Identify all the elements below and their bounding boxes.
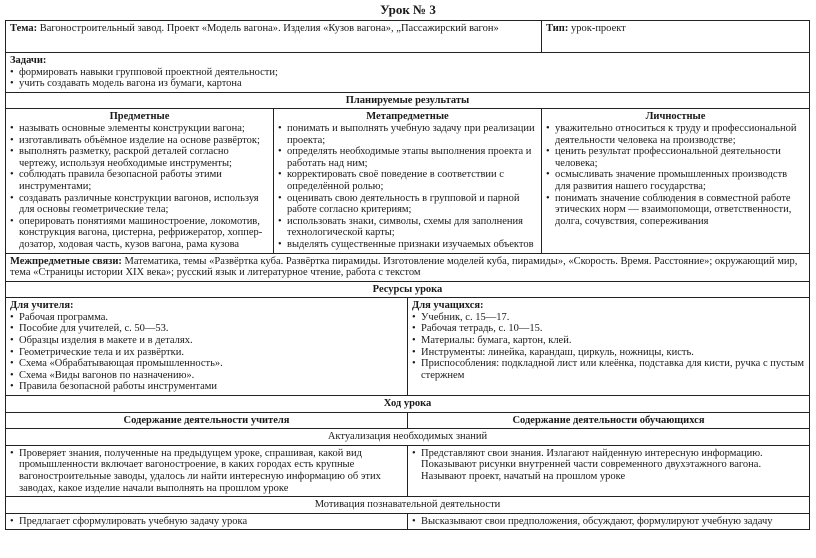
subject-result-item: • называть основные элементы конструкции вагона; bbox=[10, 123, 269, 135]
subject-result-item: • оперировать понятиями машиностроение, локомотив, конструкция вагона, цистерна, рефрижератор, хоппер-дозатор, ходовая часть, кузов вагона, рама кузова bbox=[10, 216, 269, 251]
meta-result-item: • оценивать свою деятельность в групповой и парной работе согласно критериям; bbox=[278, 193, 537, 216]
student-resource-item: • Приспособления: подкладной лист или клеёнка, подставка для кисти, ручка с пустым стержнем bbox=[412, 358, 805, 381]
resources-title: Ресурсы урока bbox=[6, 281, 810, 298]
teacher-resources-cell bbox=[6, 298, 408, 396]
lesson-flow-header-row bbox=[6, 396, 810, 413]
interdisciplinary-label: Межпредметные связи: bbox=[10, 255, 122, 267]
teacher-resource-item: • Рабочая программа. bbox=[10, 312, 403, 324]
student-resources-cell bbox=[408, 298, 810, 396]
meta-results-title: Метапредметные bbox=[366, 111, 449, 123]
meta-result-item: • определять необходимые этапы выполнения проекта и работать над ним; bbox=[278, 146, 537, 169]
tasks-label: Задачи: bbox=[10, 55, 47, 66]
topic-cell bbox=[6, 21, 542, 53]
task-item: • формировать навыки групповой проектной деятельности; bbox=[10, 67, 805, 79]
student-resource-item: • Учебник, с. 15—17. bbox=[412, 312, 805, 324]
stage-row bbox=[6, 445, 810, 496]
lesson-flow-title: Ход урока bbox=[6, 396, 810, 413]
planned-results-title: Планируемые результаты bbox=[6, 92, 810, 109]
student-activity-item: • Высказывают свои предположения, обсуждают, формулируют учебную задачу bbox=[412, 516, 805, 528]
task-item: • учить создавать модель вагона из бумаги, картона bbox=[10, 78, 805, 90]
student-resource-item: • Материалы: бумага, картон, клей. bbox=[412, 335, 805, 347]
teacher-resource-item: • Схема «Виды вагонов по назначению». bbox=[10, 370, 403, 382]
teacher-resource-item: • Правила безопасной работы инструментами bbox=[10, 381, 403, 393]
personal-results-list bbox=[546, 123, 805, 227]
teacher-activity-item: • Предлагает сформулировать учебную задачу урока bbox=[10, 516, 403, 528]
teacher-resource-item: • Геометрические тела и их развёртки. bbox=[10, 347, 403, 359]
meta-results-cell bbox=[274, 109, 542, 253]
teacher-activity-cell bbox=[6, 513, 408, 530]
meta-result-item: • выделять существенные признаки изучаемых объектов bbox=[278, 239, 537, 251]
interdisciplinary-row bbox=[6, 253, 810, 281]
resources-header-row bbox=[6, 281, 810, 298]
personal-results-title: Личностные bbox=[645, 111, 706, 123]
meta-result-item: • использовать знаки, символы, схемы для заполнения технологической карты; bbox=[278, 216, 537, 239]
subject-results-list bbox=[10, 123, 269, 251]
stage-title: Актуализация необходимых знаний bbox=[6, 429, 810, 446]
resources-row bbox=[6, 298, 810, 396]
subject-results-title: Предметные bbox=[109, 111, 170, 123]
teacher-resource-item: • Схема «Обрабатывающая промышленность». bbox=[10, 358, 403, 370]
stage-row bbox=[6, 513, 810, 530]
student-resource-item: • Инструменты: линейка, карандаш, циркуль, ножницы, кисть. bbox=[412, 347, 805, 359]
student-activity-cell bbox=[408, 513, 810, 530]
teacher-resources-list bbox=[10, 312, 403, 393]
stage-header-row bbox=[6, 429, 810, 446]
topic-row bbox=[6, 21, 810, 53]
personal-result-item: • ценить результат профессиональной деятельности человека; bbox=[546, 146, 805, 169]
student-activity-list bbox=[412, 516, 805, 528]
student-resource-item: • Рабочая тетрадь, с. 10—15. bbox=[412, 323, 805, 335]
planned-results-row bbox=[6, 109, 810, 253]
meta-result-item: • понимать и выполнять учебную задачу при реализации проекта; bbox=[278, 123, 537, 146]
personal-result-item: • понимать значение соблюдения в совместной работе этических норм — взаимопомощи, ответственности, долга, сочувствия, сопереживания bbox=[546, 193, 805, 228]
subject-result-item: • создавать различные конструкции вагонов, используя для основы геометрические тела; bbox=[10, 193, 269, 216]
topic-text: Вагоностроительный завод. Проект «Модель вагона». Изделия «Кузов вагона», „Пассажирский вагон» bbox=[39, 23, 499, 34]
teacher-activity-list bbox=[10, 448, 403, 494]
teacher-resource-item: • Образцы изделия в макете и в деталях. bbox=[10, 335, 403, 347]
student-activity-column-title: Содержание деятельности обучающихся bbox=[408, 412, 810, 429]
teacher-resource-item: • Пособие для учителей, с. 50—53. bbox=[10, 323, 403, 335]
type-text: урок-проект bbox=[570, 23, 626, 34]
personal-result-item: • уважительно относиться к труду и профессиональной деятельности человека на производстве; bbox=[546, 123, 805, 146]
student-activity-cell bbox=[408, 445, 810, 496]
planned-results-header-row bbox=[6, 92, 810, 109]
interdisciplinary-cell bbox=[6, 253, 810, 281]
meta-result-item: • корректировать своё поведение в соответствии с определённой ролью; bbox=[278, 169, 537, 192]
student-resources-list bbox=[412, 312, 805, 382]
type-cell bbox=[542, 21, 810, 53]
personal-results-cell bbox=[542, 109, 810, 253]
lesson-title: Урок № 3 bbox=[380, 2, 436, 17]
tasks-row bbox=[6, 53, 810, 93]
subject-result-item: • изготавливать объёмное изделие на основе развёрток; bbox=[10, 135, 269, 147]
subject-result-item: • соблюдать правила безопасной работы этими инструментами; bbox=[10, 169, 269, 192]
student-resources-label: Для учащихся: bbox=[412, 300, 484, 312]
student-activity-list bbox=[412, 448, 805, 483]
teacher-activity-cell bbox=[6, 445, 408, 496]
lesson-flow-columns-row bbox=[6, 412, 810, 429]
interdisciplinary-text: Математика, темы «Развёртка куба. Развёртка пирамиды. Изготовление моделей куба, пирамиды», «Скорость. Время. Расстояние»; окружающий мир, тема «Страницы истории XIX века»; русский язык и литературное чтение, работа с текстом bbox=[10, 255, 798, 279]
student-activity-item: • Представляют свои знания. Излагают найденную интересную информацию. Показывают рисунки внутренней части современного двухэтажного вагона. Называют проект, начатый на прошлом уроке bbox=[412, 448, 805, 483]
tasks-list bbox=[10, 67, 805, 90]
teacher-activity-column-title: Содержание деятельности учителя bbox=[6, 412, 408, 429]
stage-header-row bbox=[6, 497, 810, 514]
subject-result-item: • выполнять разметку, раскрой деталей согласно чертежу, используя необходимые инструменты; bbox=[10, 146, 269, 169]
personal-result-item: • осмысливать значение промышленных производств для развития нашего государства; bbox=[546, 169, 805, 192]
teacher-activity-list bbox=[10, 516, 403, 528]
topic-label: Тема: bbox=[10, 23, 38, 34]
subject-results-cell bbox=[6, 109, 274, 253]
teacher-activity-item: • Проверяет знания, полученные на предыдущем уроке, спрашивая, какой вид промышленности включает вагоностроение, в каких городах есть крупные вагоностроительные заводы, удалось ли найти интересную информацию об этих заводах, какое изделие начали выполнять на прошлом уроке bbox=[10, 448, 403, 494]
lesson-plan-table bbox=[5, 20, 810, 530]
meta-results-list bbox=[278, 123, 537, 251]
tasks-cell bbox=[6, 53, 810, 93]
teacher-resources-label: Для учителя: bbox=[10, 300, 74, 312]
type-label: Тип: bbox=[546, 23, 569, 34]
stage-title: Мотивация познавательной деятельности bbox=[6, 497, 810, 514]
